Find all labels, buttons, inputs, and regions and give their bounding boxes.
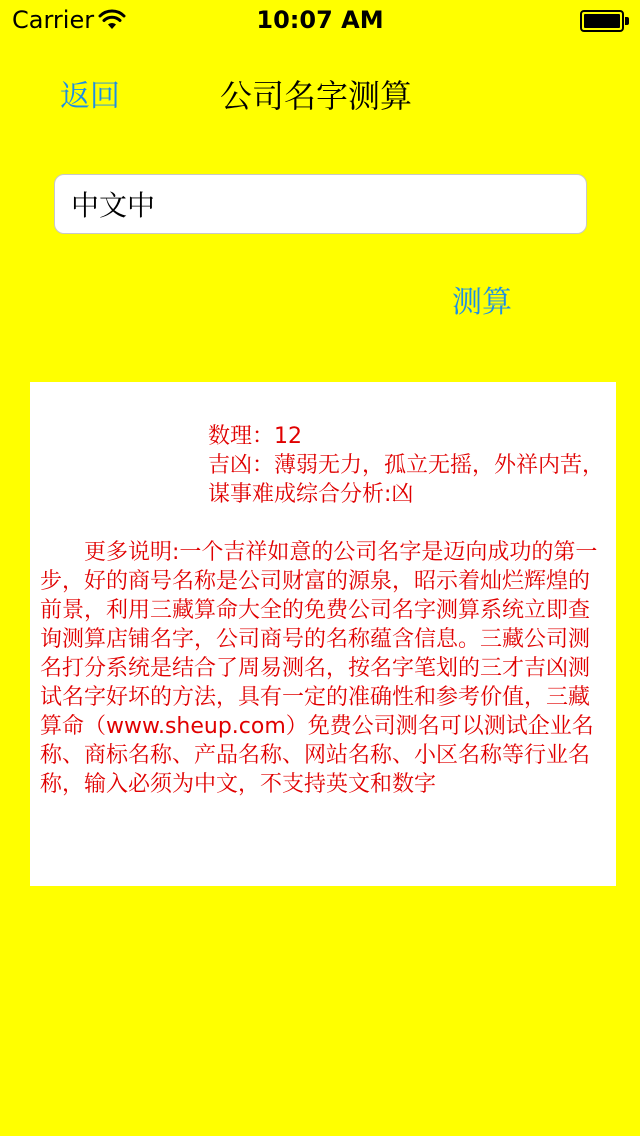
result-panel <box>30 382 616 886</box>
back-button[interactable]: 返回 <box>60 79 120 114</box>
battery-icon <box>580 10 630 32</box>
carrier-label: Carrier <box>12 6 95 34</box>
result-jixiong: 吉凶：薄弱无力，孤立无摇，外祥内苦，谋事难成综合分析:凶 <box>208 453 605 507</box>
calculate-button[interactable]: 测算 <box>452 285 512 320</box>
status-bar <box>0 0 640 40</box>
company-name-input[interactable] <box>54 174 587 234</box>
result-shuli: 数理：12 <box>208 424 302 449</box>
status-time: 10:07 AM <box>256 6 384 34</box>
result-more-desc: 更多说明:一个吉祥如意的公司名字是迈向成功的第一步，好的商号名称是公司财富的源泉，昭示着灿烂辉煌的前景，利用三藏算命大全的免费公司名字测算系统立即查询测算店铺名字，公司商号的名称蕴含信息。三藏公司测名打分系统是结合了周易测名，按名字笔划的三才吉凶测试名字好坏的方法，具有一定的准确性和参考价值，三藏算命（www.sheup.com）免费公司测名可以测试企业名称、商标名称、产品名称、网站名称、小区名称等行业名称，输入必须为中文，不支持英文和数字 <box>40 540 598 797</box>
page-title: 公司名字测算 <box>220 77 413 115</box>
